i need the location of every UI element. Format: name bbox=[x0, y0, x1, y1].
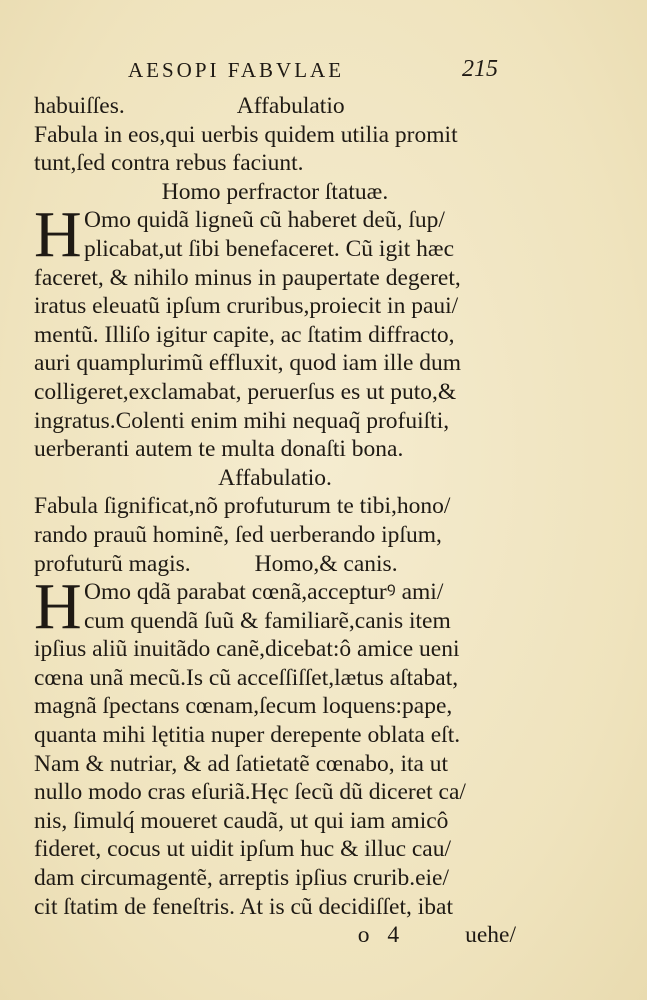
text-fragment: Omo qdã parabat cœnã,accepturꝰ ami/ bbox=[84, 579, 444, 606]
text-line: auri quamplurimũ effluxit, quod iam ille dum bbox=[34, 350, 462, 377]
catchword: uehe/ bbox=[465, 922, 516, 949]
text-line: nis, ſimulq́ moueret caudã, ut qui iam amicô bbox=[34, 807, 449, 834]
fable-title: Homo,& canis. bbox=[254, 550, 398, 577]
fable-title: Homo perfractor ſtatuæ. bbox=[161, 178, 389, 205]
text-line bbox=[34, 92, 516, 121]
text-line: tunt,ſed contra rebus faciunt. bbox=[34, 150, 304, 177]
text-line: Fabula ſignificat,nõ profuturum te tibi,hono/ bbox=[34, 493, 451, 520]
text-line: nullo modo cras eſuriã.Hęc ſecũ dũ diceret ca/ bbox=[34, 779, 466, 806]
signature-mark: o 4 bbox=[357, 922, 406, 949]
text-line: magnã ſpectans cœnam,ſecum loquens:pape, bbox=[34, 693, 453, 720]
text-line bbox=[34, 921, 516, 950]
folio-number: 215 bbox=[462, 56, 498, 82]
text-line: Fabula in eos,qui uerbis quidem utilia promit bbox=[34, 121, 458, 148]
text-line: Nam & nutriar, & ad ſatietatẽ cœnabo, ita ut bbox=[34, 750, 449, 777]
text-line: quanta mihi lętitia nuper derepente oblata eſt. bbox=[34, 722, 461, 749]
drop-capital: H bbox=[34, 198, 82, 272]
section-heading: Affabulatio. bbox=[218, 464, 332, 491]
text-line: plicabat,ut ſibi benefaceret. Cũ igit hæc bbox=[84, 235, 454, 262]
drop-capital: H bbox=[34, 570, 82, 644]
text-line: rando prauũ hominẽ, ſed uerberando ipſum, bbox=[34, 521, 442, 548]
text-line: dam circumagentẽ, arreptis ipſius crurib.eie/ bbox=[34, 865, 450, 892]
running-head: AESOPI FABVLAE bbox=[128, 58, 345, 82]
text-fragment: habuiſſes. bbox=[34, 93, 125, 119]
text-line bbox=[34, 550, 516, 579]
text-line: ingratus.Colenti enim mihi nequaq̃ profuiſti, bbox=[34, 407, 450, 434]
text-line: colligeret,exclamabat, peruerſus es ut puto,& bbox=[34, 378, 457, 405]
text-fragment: Omo quidã ligneũ cũ haberet deũ, ſup/ bbox=[84, 207, 445, 234]
text-line: fideret, cocus ut uidit ipſum huc & illuc cau/ bbox=[34, 836, 452, 863]
text-line: faceret, & nihilo minus in paupertate degeret, bbox=[34, 264, 461, 291]
text-block bbox=[34, 92, 516, 950]
text-line: cum quendã ſuũ & familiarẽ,canis item bbox=[84, 607, 451, 634]
text-line: cit ſtatim de feneſtris. At is cũ decidiſſet, ibat bbox=[34, 893, 453, 920]
text-line: cœna unã mecũ.Is cũ acceſſiſſet,lætus aſtabat, bbox=[34, 664, 459, 691]
text-fragment: profuturũ magis. bbox=[34, 550, 191, 577]
text-line: ipſius aliũ inuitãdo canẽ,dicebat:ô amice ueni bbox=[34, 636, 460, 663]
section-heading: Affabulatio bbox=[236, 93, 345, 119]
text-line: mentũ. Illiſo igitur capite, ac ſtatim diffracto, bbox=[34, 321, 455, 348]
text-line: iratus eleuatũ ipſum cruribus,proiecit in paui/ bbox=[34, 293, 459, 320]
text-line: uerberanti autem te multa donaſti bona. bbox=[34, 436, 404, 463]
